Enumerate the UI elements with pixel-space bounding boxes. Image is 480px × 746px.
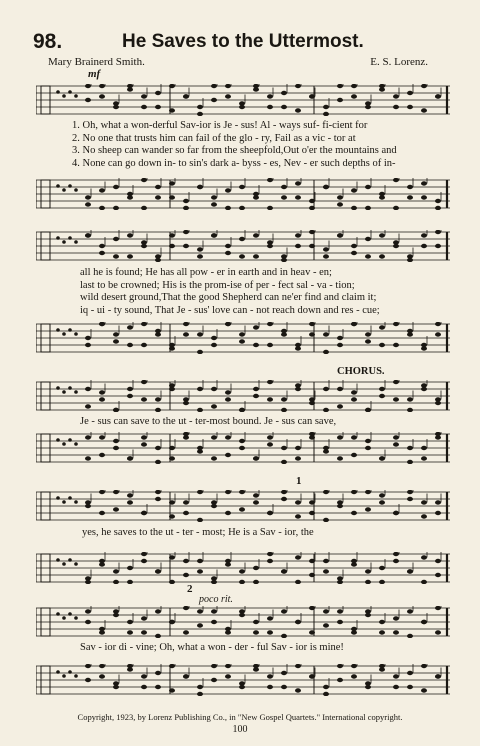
staff-lines [36, 178, 450, 210]
hymn-title: He Saves to the Uttermost. [122, 31, 364, 52]
first-ending-label: 1 [296, 475, 302, 487]
chorus-line-2: yes, he saves to the ut - ter - most; He is a Sav - ior, the [82, 527, 314, 538]
bass-staff [36, 178, 450, 210]
verse-1-line-2: all he is found; He has all pow - er in earth and in heav - en; [80, 267, 332, 278]
staff-lines [36, 84, 450, 116]
dynamic-marking: mf [88, 68, 101, 80]
verse-3-line-2: wild desert ground,That the good Shepherd can ne'er find and claim it; [80, 292, 377, 303]
treble-staff [36, 230, 450, 262]
hymn-number: 98. [33, 30, 63, 53]
staff-lines [36, 432, 450, 464]
second-ending-label: 2 [187, 583, 193, 595]
staff-lines [36, 664, 450, 696]
staff-lines [36, 606, 450, 638]
copyright-notice: Copyright, 1923, by Lorenz Publishing Co., in "New Gospel Quartets." International copyright. [77, 712, 403, 722]
staff-lines [36, 230, 450, 262]
chorus-label: CHORUS. [337, 366, 385, 377]
verse-3-line-1: 3. No sheep can wander so far from the sheepfold,Out o'er the mountains and [72, 145, 397, 156]
verse-4-line-2: iq - ui - ty sound, That Je - sus' love can - not reach down and res - cue; [80, 305, 380, 316]
staff-lines [36, 380, 450, 412]
composer-credit: E. S. Lorenz. [370, 56, 428, 68]
bass-staff [36, 552, 450, 584]
treble-staff [36, 606, 450, 638]
bass-staff [36, 664, 450, 696]
treble-staff [36, 380, 450, 412]
verse-2-line-2: last to be crowned; His is the prom-ise of per - fect sal - va - tion; [80, 280, 355, 291]
verse-1-line-1: 1. Oh, what a won-derful Sav-ior is Je - sus! Al - ways suf- fi-cient for [72, 120, 368, 131]
verse-4-line-1: 4. None can go down in- to sin's dark a- byss - es, Nev - er such depths of in- [72, 158, 396, 169]
staff-lines [36, 490, 450, 522]
chorus-line-3: Sav - ior di - vine; Oh, what a won - der - ful Sav - ior is mine! [80, 642, 344, 653]
treble-staff [36, 84, 450, 116]
staff-lines [36, 322, 450, 354]
tempo-marking: poco rit. [199, 594, 233, 605]
staff-lines [36, 552, 450, 584]
treble-staff [36, 490, 450, 522]
bass-staff [36, 322, 450, 354]
chorus-line-1: Je - sus can save to the ut - ter-most bound. Je - sus can save, [80, 416, 337, 427]
bass-staff [36, 432, 450, 464]
poet-credit: Mary Brainerd Smith. [48, 56, 145, 68]
page-number: 100 [232, 724, 248, 735]
verse-2-line-1: 2. No one that trusts him can fail of the glo - ry, Fail as a vic - tor at [72, 133, 356, 144]
